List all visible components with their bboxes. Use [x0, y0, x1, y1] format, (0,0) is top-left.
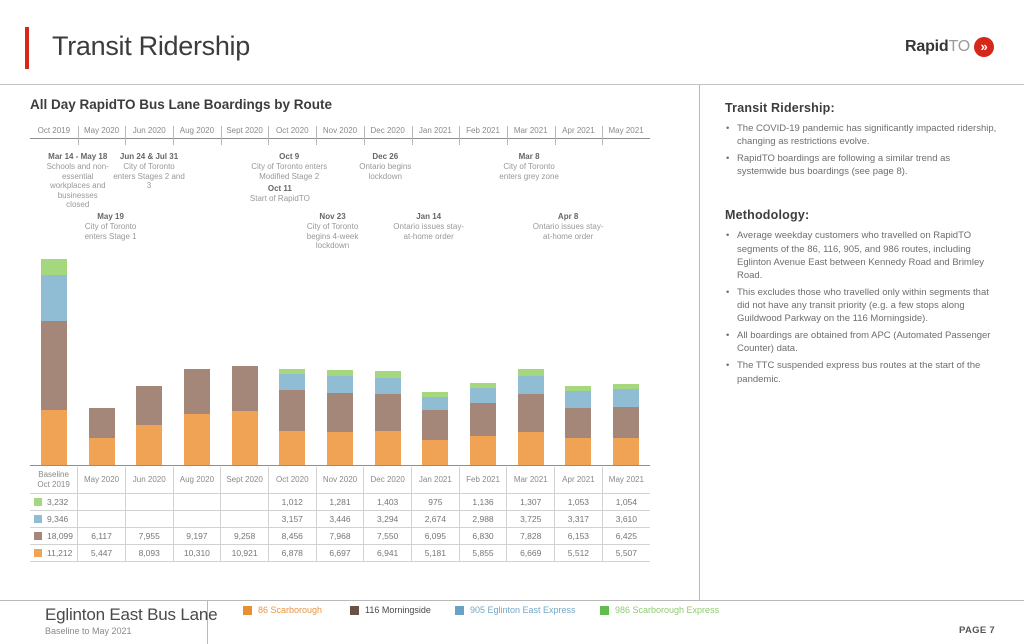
bar-column — [232, 366, 258, 465]
bar-segment — [136, 425, 162, 465]
bar-segment — [565, 391, 591, 407]
table-cell: 6,425 — [602, 527, 650, 544]
legend-swatch — [455, 606, 464, 615]
table-header-cell: May 2021 — [602, 467, 650, 493]
legend-swatch — [600, 606, 609, 615]
sidebar-bullet: • RapidTO boardings are following a similar trend as systemwide bus boardings (see page 8). — [725, 152, 997, 178]
panel-divider — [699, 85, 700, 600]
timeline-month-label: Oct 2019 — [37, 126, 71, 135]
table-header-cell: Feb 2021 — [459, 467, 507, 493]
table-cell: 8,093 — [125, 544, 173, 561]
bar-segment — [613, 438, 639, 465]
timeline-month-label: Mar 2021 — [507, 124, 555, 145]
table-cell: 5,181 — [412, 544, 460, 561]
bar-column — [613, 384, 639, 465]
annotation-date: Jan 14 — [416, 212, 442, 221]
bar-column — [41, 259, 67, 465]
bar-segment — [375, 431, 401, 465]
bar-segment — [422, 410, 448, 440]
table-header-cell: Baseline Oct 2019 — [30, 467, 78, 493]
annotation-date: Dec 26 — [372, 152, 399, 161]
table-cell: 1,281 — [316, 493, 364, 510]
table-cell: 3,610 — [602, 510, 650, 527]
timeline-annotation — [498, 152, 560, 181]
table-cell: 1,403 — [364, 493, 412, 510]
legend-item — [455, 605, 576, 615]
table-header-cell: Oct 2020 — [268, 467, 316, 493]
table-cell: 2,674 — [412, 510, 460, 527]
timeline-annotation — [531, 212, 605, 241]
table-cell: 8,456 — [268, 527, 316, 544]
table-cell: 1,053 — [555, 493, 603, 510]
rapidto-logo — [905, 37, 994, 57]
table-cell: 7,828 — [507, 527, 555, 544]
bar-column — [422, 392, 448, 465]
notes-sidebar — [725, 84, 997, 416]
bar-segment — [470, 403, 496, 437]
table-cell — [125, 510, 173, 527]
sidebar-bullet: • This excludes those who travelled only within segments that did not have any transit priority (e.g. a few stops along Guildwood Parkway on the 116 Morningside). — [725, 286, 997, 325]
table-header-cell: Jan 2021 — [412, 467, 460, 493]
table-cell: 1,307 — [507, 493, 555, 510]
table-cell — [173, 510, 221, 527]
legend-label: 86 Scarborough — [258, 605, 323, 615]
table-body — [30, 493, 650, 561]
legend-item — [243, 605, 322, 615]
bar-segment — [327, 376, 353, 393]
timeline-month-label: Nov 2020 — [316, 124, 364, 145]
bar-segment — [613, 389, 639, 407]
annotation-text: Ontario begins lockdown — [359, 162, 412, 181]
annotation-text: City of Toronto enters grey zone — [499, 162, 559, 181]
table-cell: 6,941 — [364, 544, 412, 561]
table-cell: 3,294 — [364, 510, 412, 527]
sidebar-bullet: • The COVID-19 pandemic has significantly impacted ridership, changing as restrictions evolve. — [725, 122, 997, 148]
table-header-cell: Mar 2021 — [507, 467, 555, 493]
timeline-month-label: Dec 2020 — [364, 124, 412, 145]
table-header-cell: Dec 2020 — [364, 467, 412, 493]
annotation-date: Jun 24 & Jul 31 — [119, 152, 179, 161]
table-cell: 6,153 — [555, 527, 603, 544]
table-cell — [221, 510, 269, 527]
table-cell: 6,669 — [507, 544, 555, 561]
legend-item — [600, 605, 719, 615]
table-cell: 9,258 — [221, 527, 269, 544]
bar-segment — [327, 393, 353, 432]
series-color-swatch — [34, 515, 42, 523]
sidebar-bullet-list — [725, 229, 997, 385]
sidebar-bullet: • All boardings are obtained from APC (Automated Passenger Counter) data. — [725, 329, 997, 355]
bar-column — [184, 369, 210, 465]
chart-title: All Day RapidTO Bus Lane Boardings by Route — [30, 97, 333, 112]
table-cell: 3,232 — [30, 493, 78, 510]
table-cell: 6,878 — [268, 544, 316, 561]
table-cell: 9,197 — [173, 527, 221, 544]
page-title: Transit Ridership — [52, 31, 250, 61]
table-cell: 5,855 — [459, 544, 507, 561]
legend-swatch — [243, 606, 252, 615]
bar-segment — [565, 408, 591, 438]
table-cell: 5,447 — [78, 544, 126, 561]
annotation-date: Mar 8 — [518, 152, 540, 161]
logo-text-rapid: Rapid — [905, 38, 949, 55]
annotation-text: City of Toronto enters Stage 1 — [84, 222, 137, 241]
legend-label: 116 Morningside — [365, 605, 431, 615]
legend-swatch — [350, 606, 359, 615]
bar-segment — [279, 390, 305, 432]
annotation-text: Start of RapidTO — [249, 194, 310, 203]
table-row — [30, 510, 650, 527]
table-cell: 6,830 — [459, 527, 507, 544]
annotation-text: Ontario issues stay-at-home order — [393, 222, 464, 241]
table-cell: 7,968 — [316, 527, 364, 544]
annotation-text: City of Toronto enters Modified Stage 2 — [251, 162, 328, 181]
bar-segment — [41, 259, 67, 275]
bar-segment — [518, 394, 544, 432]
bar-segment — [470, 436, 496, 465]
annotation-text: City of Toronto enters Stages 2 and 3 — [113, 162, 185, 191]
timeline-axis — [30, 124, 650, 145]
table-row — [30, 493, 650, 510]
annotation-text: City of Toronto begins 4-week lockdown — [306, 222, 359, 251]
timeline-month-label: Jan 2021 — [412, 124, 460, 145]
timeline-annotation — [74, 212, 148, 241]
bar-column — [518, 369, 544, 465]
bar-segment — [89, 438, 115, 465]
timeline-annotation — [240, 184, 320, 204]
table-cell — [78, 510, 126, 527]
boardings-table — [30, 467, 650, 562]
bar-segment — [327, 432, 353, 465]
table-cell: 6,697 — [316, 544, 364, 561]
table-header-cell: Nov 2020 — [316, 467, 364, 493]
bar-segment — [518, 376, 544, 394]
table-cell — [173, 493, 221, 510]
table-cell: 1,136 — [459, 493, 507, 510]
chart-legend — [0, 605, 1024, 619]
annotation-date: Oct 9 — [279, 152, 300, 161]
annotation-date: Nov 23 — [319, 212, 346, 221]
bar-segment — [422, 440, 448, 465]
bar-segment — [422, 397, 448, 410]
sidebar-bullet: • Average weekday customers who travelled on RapidTO segments of the 86, 116, 905, and 986 routes, including Eglinton Avenue East between Kennedy Road and Brimley Road. — [725, 229, 997, 281]
table-header-cell: May 2020 — [78, 467, 126, 493]
bar-segment — [375, 371, 401, 378]
table-cell: 18,099 — [30, 527, 78, 544]
timeline-month-label: Jun 2020 — [125, 124, 173, 145]
timeline-annotations — [30, 148, 650, 251]
table-cell: 5,512 — [555, 544, 603, 561]
bar-segment — [470, 388, 496, 403]
bar-column — [327, 370, 353, 465]
table-cell: 9,346 — [30, 510, 78, 527]
sidebar-bullet-list — [725, 122, 997, 178]
annotation-date: Oct 11 — [267, 184, 292, 193]
table-cell: 10,921 — [221, 544, 269, 561]
annotation-text: Schools and non-essential workplaces and businesses closed — [46, 162, 109, 210]
bar-segment — [232, 411, 258, 465]
table-header-cell: Jun 2020 — [125, 467, 173, 493]
annotation-date: Apr 8 — [557, 212, 579, 221]
bar-column — [470, 383, 496, 465]
bar-column — [279, 369, 305, 465]
bar-column — [375, 371, 401, 465]
timeline-month-label: Feb 2021 — [459, 124, 507, 145]
bar-segment — [518, 432, 544, 465]
legend-item — [350, 605, 431, 615]
table-cell: 10,310 — [173, 544, 221, 561]
bar-segment — [565, 438, 591, 465]
timeline-month-label: May 2021 — [602, 124, 650, 145]
timeline-month-label: Sept 2020 — [221, 124, 269, 145]
sidebar-bullet: • The TTC suspended express bus routes at the start of the pandemic. — [725, 359, 997, 385]
bar-segment — [232, 366, 258, 411]
timeline-annotation — [296, 212, 370, 251]
legend-label: 905 Eglinton East Express — [470, 605, 576, 615]
bar-segment — [375, 378, 401, 394]
timeline-month-label: Aug 2020 — [173, 124, 221, 145]
timeline-month-label: Apr 2021 — [555, 124, 603, 145]
bar-segment — [279, 374, 305, 390]
table-header-cell: Aug 2020 — [173, 467, 221, 493]
footer-title: Eglinton East Bus Lane — [45, 605, 218, 624]
table-cell: 3,725 — [507, 510, 555, 527]
table-header-cell: Apr 2021 — [555, 467, 603, 493]
table-cell: 6,095 — [412, 527, 460, 544]
series-color-swatch — [34, 549, 42, 557]
bar-segment — [184, 414, 210, 465]
stacked-bar-chart — [30, 250, 650, 466]
series-color-swatch — [34, 532, 42, 540]
legend-label: 986 Scarborough Express — [615, 605, 720, 615]
timeline-annotation — [112, 152, 186, 191]
table-row — [30, 527, 650, 544]
bar-segment — [41, 275, 67, 321]
bar-segment — [184, 369, 210, 414]
annotation-date: Mar 14 - May 18 — [48, 152, 108, 161]
bar-column — [136, 386, 162, 465]
table-cell: 1,012 — [268, 493, 316, 510]
table-header-cell: Sept 2020 — [221, 467, 269, 493]
table-cell: 6,117 — [78, 527, 126, 544]
table-cell: 3,446 — [316, 510, 364, 527]
table-cell: 5,507 — [602, 544, 650, 561]
bar-segment — [375, 394, 401, 431]
table-cell — [78, 493, 126, 510]
table-row — [30, 544, 650, 561]
logo-text-to: TO — [948, 38, 970, 55]
bar-segment — [136, 386, 162, 425]
bar-segment — [41, 410, 67, 465]
page-number: PAGE 7 — [959, 625, 995, 636]
timeline-month-label: Oct 2020 — [268, 124, 316, 145]
table-cell: 11,212 — [30, 544, 78, 561]
bar-segment — [89, 408, 115, 438]
table-cell: 7,550 — [364, 527, 412, 544]
annotation-text: Ontario issues stay-at-home order — [532, 222, 604, 241]
double-chevron-right-icon: » — [974, 37, 994, 57]
table-cell: 3,157 — [268, 510, 316, 527]
table-header — [30, 467, 650, 493]
timeline-annotation — [46, 152, 110, 210]
timeline-month-label: May 2020 — [78, 124, 126, 145]
annotation-date: May 19 — [97, 212, 124, 221]
table-cell: 3,317 — [555, 510, 603, 527]
series-color-swatch — [34, 498, 42, 506]
timeline-annotation — [392, 212, 466, 241]
footer-subtitle: Baseline to May 2021 — [45, 626, 132, 636]
table-header-row — [30, 467, 650, 493]
footer-divider — [0, 600, 1024, 601]
timeline-annotation — [241, 152, 337, 181]
table-cell — [221, 493, 269, 510]
bar-segment — [613, 407, 639, 439]
bar-segment — [279, 431, 305, 465]
bar-segment — [41, 321, 67, 410]
bar-column — [565, 386, 591, 465]
table-cell: 2,988 — [459, 510, 507, 527]
sidebar-section-heading: Transit Ridership: — [725, 101, 835, 115]
table-cell — [125, 493, 173, 510]
sidebar-section-heading: Methodology: — [725, 208, 810, 223]
header-accent-bar — [25, 27, 29, 69]
timeline-annotation — [350, 152, 420, 181]
table-cell: 975 — [412, 493, 460, 510]
table-cell: 1,054 — [602, 493, 650, 510]
bar-column — [89, 408, 115, 465]
table-cell: 7,955 — [125, 527, 173, 544]
